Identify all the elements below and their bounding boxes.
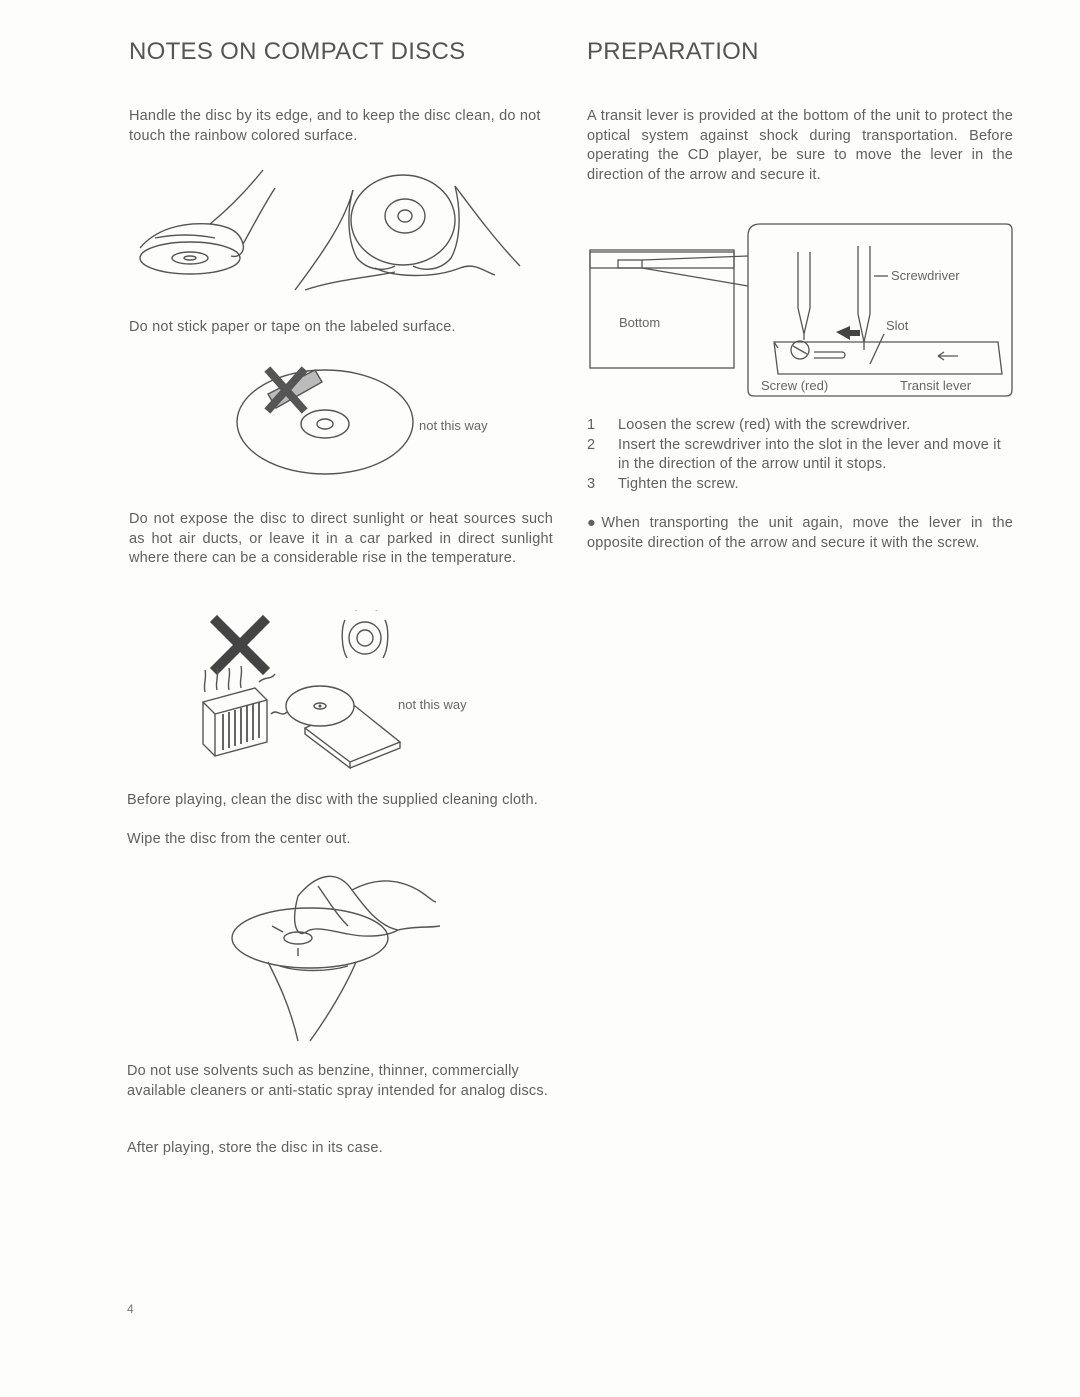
step-item <box>587 475 1013 495</box>
preparation-heading: PREPARATION <box>587 38 759 65</box>
page-number: 4 <box>127 1302 134 1316</box>
transit-lever-label: Transit lever <box>900 378 972 393</box>
step-text: Insert the screwdriver into the slot in the lever and move it in the direction of the arrow until it stops. <box>618 436 1001 472</box>
screw-red-label: Screw (red) <box>761 378 829 393</box>
handling-disc-illustration <box>135 160 535 300</box>
step-text: Loosen the screw (red) with the screwdriver. <box>618 417 911 433</box>
handle-disc-paragraph: Handle the disc by its edge, and to keep the disc clean, do not touch the rainbow colored surface. <box>129 108 541 144</box>
slot-label: Slot <box>886 318 909 333</box>
heat-sources-illustration <box>195 610 525 770</box>
notes-on-compact-discs-heading: NOTES ON COMPACT DISCS <box>129 38 466 65</box>
step-number: 3 <box>587 475 596 492</box>
transit-lever-diagram <box>588 222 1018 402</box>
bottom-label: Bottom <box>619 315 661 330</box>
not-this-way-label-1: not this way <box>419 418 488 433</box>
transit-lever-intro-paragraph: A transit lever is provided at the bottom of the unit to protect the optical system against shock during transportation. Before operating the CD player, be sure to move the lever in the direction of the arrow and secure it. <box>587 108 1013 183</box>
preparation-steps <box>587 416 1013 494</box>
not-this-way-label-2: not this way <box>398 697 467 712</box>
wipe-disc-paragraph: Wipe the disc from the center out. <box>127 831 351 847</box>
x-mark-icon <box>217 622 263 668</box>
step-number: 1 <box>587 417 596 433</box>
tape-on-disc-illustration <box>230 360 530 490</box>
wiping-disc-illustration <box>228 866 448 1046</box>
do-not-stick-paragraph: Do not stick paper or tape on the labeled surface. <box>129 319 456 335</box>
step-item <box>587 436 1013 475</box>
step-text: Tighten the screw. <box>618 475 739 492</box>
direction-arrow-icon <box>836 326 860 340</box>
step-number: 2 <box>587 436 596 453</box>
do-not-use-solvents-paragraph: Do not use solvents such as benzine, thinner, commercially available cleaners or anti-static spray intended for analog discs. <box>127 1063 549 1099</box>
store-disc-paragraph: After playing, store the disc in its case. <box>127 1140 383 1156</box>
do-not-expose-paragraph: Do not expose the disc to direct sunlight or heat sources such as hot air ducts, or leave it in a car parked in direct sunlight where there can be a considerable rise in the temperature. <box>129 511 553 566</box>
step-item <box>587 416 1013 436</box>
transport-note-paragraph: ●When transporting the unit again, move the lever in the opposite direction of the arrow and secure it with the screw. <box>587 515 1013 551</box>
clean-disc-paragraph: Before playing, clean the disc with the supplied cleaning cloth. <box>127 792 538 808</box>
screwdriver-label: Screwdriver <box>891 268 960 283</box>
